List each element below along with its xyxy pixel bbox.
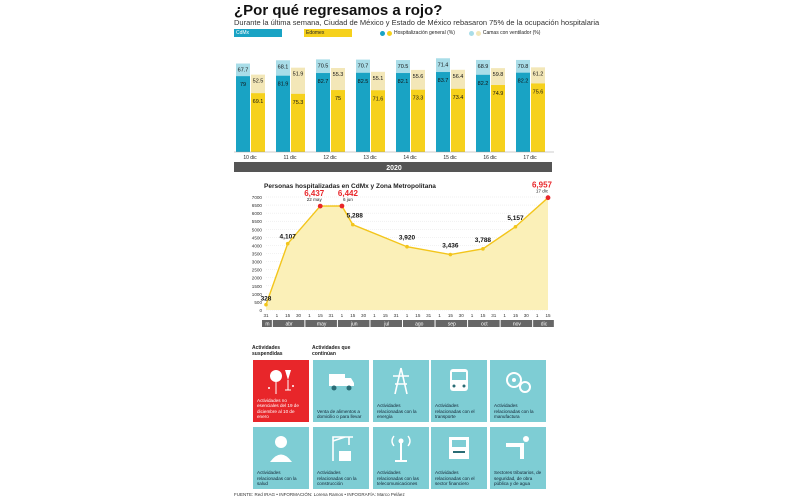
data-point	[340, 204, 345, 209]
x-tick-label: 15 dic	[443, 155, 457, 161]
power-tower-icon	[385, 366, 417, 396]
legend-edomex-label: Edomex	[304, 29, 352, 37]
y-tick-label: 4500	[251, 235, 262, 241]
data-label: 328	[260, 295, 272, 303]
y-tick-label: 3500	[251, 251, 262, 257]
water-pipe-icon	[502, 433, 534, 463]
label-edomex-hosp: 75.6	[532, 89, 544, 96]
legend-cdmx	[234, 28, 282, 38]
x-tick-label: 15	[447, 313, 453, 318]
month-label: may	[316, 321, 327, 328]
x-tick-label: 30	[361, 313, 367, 318]
label-edomex-vent: 52.5	[252, 78, 264, 85]
month-label: dic	[540, 321, 548, 328]
label-edomex-hosp: 73.3	[412, 95, 424, 102]
doctor-icon	[265, 433, 297, 463]
x-tick-label: 17 dic	[523, 155, 537, 161]
x-tick-label: 31	[426, 313, 432, 318]
footer-credits: FUENTE: Red IRAG • INFORMACIÓN: Lorena Ramos • INFOGRAFÍA: Marco Peláez	[234, 492, 405, 497]
y-tick-label: 3000	[251, 259, 262, 265]
label-cdmx-vent: 70.5	[317, 63, 329, 70]
data-label: 6,442	[337, 189, 358, 199]
y-tick-label: 2000	[251, 275, 262, 281]
tile-food-delivery	[313, 360, 369, 422]
data-point	[318, 204, 323, 209]
data-label: 3,436	[442, 242, 459, 250]
x-tick-label: 15	[415, 313, 421, 318]
tile-label-food: Venta de alimentos a domicilio o para llevar	[317, 408, 362, 419]
data-point	[514, 225, 518, 229]
delivery-icon	[325, 366, 357, 396]
y-tick-label: 4000	[251, 243, 262, 249]
label-edomex-vent: 56.4	[452, 73, 464, 80]
x-tick-label: 30	[458, 313, 464, 318]
data-label: 5,288	[346, 212, 363, 220]
tile-label-health: Actividades relacionadas con la salud	[257, 470, 297, 486]
month-label: ago	[415, 321, 424, 328]
legend-vent-label: Camas con ventilador (%)	[482, 30, 541, 36]
x-tick-label: 30	[523, 313, 529, 318]
tile-energy	[373, 360, 429, 422]
legend	[234, 28, 554, 38]
label-edomex-vent: 55.1	[372, 75, 384, 82]
x-tick-label: 1	[308, 313, 311, 318]
tile-label-public: Sectores tributarios, de seguridad, de obra pública y de agua	[494, 470, 542, 486]
tile-public-sectors	[490, 427, 546, 489]
label-cdmx-vent: 70.5	[397, 64, 409, 71]
label-edomex-vent: 51.9	[292, 71, 304, 78]
x-tick-label: 15	[382, 313, 388, 318]
data-point	[449, 253, 453, 257]
label-cdmx-vent: 70.7	[357, 63, 369, 70]
x-tick-label: 1	[340, 313, 344, 318]
x-tick-label: 12 dic	[323, 155, 337, 161]
y-tick-label: 5500	[251, 219, 262, 225]
crane-icon	[325, 433, 357, 463]
y-tick-label: 1500	[251, 283, 262, 289]
label-cdmx-vent: 67.7	[237, 67, 249, 74]
data-point	[405, 245, 409, 249]
gears-icon	[502, 366, 534, 396]
y-tick-label: 7000	[251, 195, 262, 200]
month-label: nov	[512, 321, 521, 328]
x-tick-label: 15	[480, 313, 486, 318]
page-title: ¿Por qué regresamos a rojo?	[234, 2, 443, 19]
tile-label-telecom: Actividades relacionadas con las telecomunicaciones	[377, 470, 419, 486]
label-edomex-vent: 59.8	[492, 72, 504, 79]
area-chart-title: Personas hospitalizadas en CdMx y Zona Metropolitana	[264, 183, 436, 190]
x-tick-label: 15	[512, 313, 519, 318]
data-point	[351, 223, 355, 227]
data-label: 6,437	[304, 189, 325, 199]
label-edomex-hosp: 75	[334, 96, 342, 103]
x-tick-label: 10 dic	[243, 155, 257, 161]
label-cdmx-hosp: 82.5	[357, 78, 369, 85]
x-tick-label: 30	[295, 313, 302, 318]
label-edomex-hosp: 73.4	[452, 94, 464, 101]
y-tick-label: 1000	[251, 291, 262, 297]
tile-label-manufacturing: Actividades relacionadas con la manufactura	[494, 403, 534, 419]
month-label: jun	[350, 321, 358, 328]
tile-label-finance: Actividades relacionadas con el sector financiero	[435, 470, 475, 486]
month-label: oct	[481, 321, 488, 328]
data-label: 3,788	[474, 236, 492, 244]
y-tick-label: 6000	[251, 211, 262, 217]
label-cdmx-hosp: 82.7	[317, 79, 329, 86]
data-label: 3,920	[398, 234, 416, 242]
label-edomex-hosp: 74.9	[492, 91, 504, 98]
x-tick-label: 1	[535, 313, 539, 318]
month-label: abr	[285, 321, 293, 328]
label-cdmx-hosp: 82.1	[397, 79, 409, 86]
x-tick-label: 15	[317, 313, 323, 318]
continue-heading: Actividades que continúan	[312, 345, 351, 357]
legend-vent	[469, 28, 541, 38]
antenna-icon	[385, 433, 417, 463]
tile-label-construction: Actividades relacionadas con la construcción	[317, 470, 357, 486]
x-tick-label: 15	[545, 313, 551, 318]
legend-cdmx-label: CdMx	[234, 29, 282, 37]
legend-hosp-label: Hospitalización general (%)	[394, 30, 455, 36]
label-edomex-hosp: 69.1	[252, 99, 264, 106]
label-cdmx-hosp: 79	[239, 82, 247, 89]
data-point	[286, 242, 290, 246]
label-edomex-hosp: 75.3	[292, 99, 304, 106]
x-tick-label: 13 dic	[363, 155, 377, 161]
x-tick-label: 31	[491, 313, 497, 318]
x-tick-label: 31	[393, 313, 399, 318]
legend-edomex	[304, 28, 352, 38]
tile-health	[253, 427, 309, 489]
y-tick-label: 0	[259, 308, 262, 313]
x-tick-label: 15	[350, 313, 356, 318]
tile-finance	[431, 427, 487, 489]
tile-construction	[313, 427, 369, 489]
data-label: 4,107	[279, 233, 296, 241]
atm-icon	[443, 433, 475, 463]
bus-icon	[443, 366, 475, 396]
area-fill	[266, 198, 548, 310]
data-point	[481, 247, 485, 251]
x-tick-label: 16 dic	[483, 155, 497, 161]
label-cdmx-hosp: 81.9	[277, 81, 289, 88]
page-subtitle: Durante la última semana, Ciudad de México y Estado de México rebasaron 75% de la ocupación hospitalaria	[234, 18, 600, 27]
label-edomex-vent: 61.2	[532, 71, 544, 78]
y-tick-label: 6500	[251, 203, 262, 209]
data-label: 5,157	[507, 214, 524, 222]
tile-label-transport: Actividades relacionadas con el transporte	[435, 403, 475, 419]
label-edomex-vent: 55.6	[412, 73, 424, 80]
month-label: sep	[447, 321, 456, 328]
x-tick-label: 14 dic	[403, 155, 417, 161]
label-cdmx-vent: 71.4	[437, 62, 449, 69]
suspended-label: Actividades no esenciales del 19 de diciembre al 10 de enero	[257, 398, 299, 419]
label-cdmx-hosp: 82.2	[477, 80, 489, 87]
data-note: 6 jun	[342, 197, 353, 203]
x-tick-label: 1	[373, 313, 376, 318]
celebration-icon	[265, 366, 297, 396]
x-tick-label: 31	[263, 313, 269, 318]
x-tick-label: 1	[503, 313, 506, 318]
x-tick-label: 1	[405, 313, 409, 318]
data-point	[264, 303, 268, 307]
data-label: 6,957	[531, 180, 553, 190]
y-tick-label: 500	[254, 299, 262, 305]
tile-manufacturing	[490, 360, 546, 422]
label-edomex-hosp: 71.6	[372, 96, 384, 103]
y-tick-label: 5000	[251, 227, 262, 233]
data-note: 17 dic	[535, 188, 549, 194]
month-label: m	[265, 321, 270, 328]
x-tick-label: 11 dic	[283, 155, 297, 161]
label-cdmx-hosp: 83.7	[437, 78, 449, 85]
tile-transport	[431, 360, 487, 422]
label-cdmx-vent: 70.8	[517, 63, 529, 70]
legend-hosp	[380, 28, 455, 38]
data-note: 22 may	[306, 197, 322, 203]
x-tick-label: 31	[328, 313, 334, 318]
x-tick-label: 1	[275, 313, 279, 318]
month-label: jul	[384, 321, 390, 328]
label-cdmx-hosp: 82.2	[517, 78, 529, 85]
label-edomex-vent: 55.3	[332, 72, 344, 78]
label-cdmx-vent: 68.1	[277, 64, 289, 71]
year-label: 2020	[386, 165, 402, 172]
tile-label-energy: Actividades relacionadas con la energía	[377, 403, 417, 419]
x-tick-label: 1	[470, 313, 474, 318]
data-point	[546, 195, 551, 200]
tile-suspended	[253, 360, 309, 422]
tile-telecom	[373, 427, 429, 489]
x-tick-label: 1	[438, 313, 441, 318]
label-cdmx-vent: 68.9	[477, 63, 489, 70]
y-tick-label: 2500	[251, 267, 262, 273]
suspended-heading: Actividades suspendidas	[252, 345, 283, 357]
x-tick-label: 15	[285, 313, 291, 318]
bar-chart	[234, 38, 554, 178]
